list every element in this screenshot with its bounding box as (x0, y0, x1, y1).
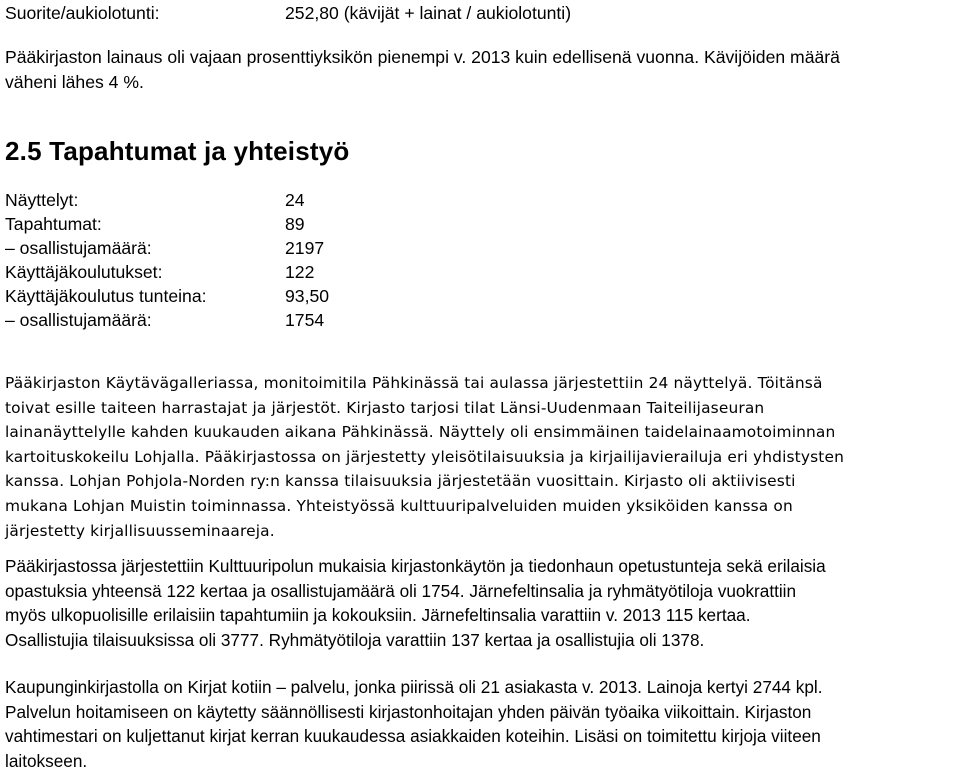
stat-row (5, 308, 505, 332)
paragraph-line: myös ulkopuolisille erilaisiin tapahtumiin ja kokouksiin. Järnefeltinsalia varattiin v. 2013 115 kertaa. (5, 605, 751, 626)
stat-value: 2197 (285, 238, 325, 258)
paragraph-line: kartoituskokeilu Lohjalla. Pääkirjastossa on järjestetty yleisötilaisuuksia ja kirjailijavierailuja eri yhdistysten (5, 447, 844, 466)
stat-row (5, 236, 505, 260)
note-line-2: väheni lähes 4 %. (5, 72, 144, 92)
paragraph-line: lainanäyttelylle kahden kuukauden aikana Pähkinässä. Näyttely oli ensimmäinen taidelainaamotoiminnan (5, 423, 836, 442)
paragraph-home-service (5, 675, 957, 773)
paragraph-line: järjestetty kirjallisuusseminaareja. (5, 521, 275, 540)
paragraph-line: Kaupunginkirjastolla on Kirjat kotiin – palvelu, jonka piirissä oli 21 asiakasta v. 2013. Lainoja kertyi 2744 kpl. (5, 677, 823, 697)
stat-value: 1754 (285, 310, 325, 330)
stat-label: – osallistujamäärä: (5, 310, 152, 330)
paragraph-line: toivat esille taiteen harrastajat ja järjestöt. Kirjasto tarjosi tilat Länsi-Uudenmaan Taiteilijaseuran (5, 398, 765, 417)
stat-value: 93,50 (285, 286, 330, 306)
stat-label: Näyttelyt: (5, 190, 79, 210)
stat-value: 89 (285, 214, 305, 234)
paragraph-line: Palvelun hoitamiseen on käytetty säännöllisesti kirjastonhoitajan yhden päivän työaika viikoittain. Kirjaston (5, 701, 812, 722)
stat-row (5, 212, 505, 236)
section-heading: 2.5 Tapahtumat ja yhteistyö (5, 136, 350, 166)
paragraph-line: mukana Lohjan Muistin toiminnassa. Yhteistyössä kulttuuripalveluiden muiden yksiköiden kanssa on (5, 496, 793, 515)
visitors-label: Suorite/aukiolotunti: (5, 3, 160, 23)
note-line-1: Pääkirjaston lainaus oli vajaan prosenttiyksikön pienempi v. 2013 kuin edellisenä vuonna. Kävijöiden määrä (5, 47, 840, 67)
stat-label: Tapahtumat: (5, 214, 102, 234)
paragraph-line: Pääkirjaston Käytävägalleriassa, monitoimitila Pähkinässä tai aulassa järjestettiin 24 näyttelyä. Töitänsä (5, 374, 823, 392)
paragraph-line: Osallistujia tilaisuuksissa oli 3777. Ryhmätyötiloja varattiin 137 kertaa ja osallistujia oli 1378. (5, 629, 705, 650)
stat-value: 122 (285, 262, 315, 282)
stat-row (5, 260, 505, 284)
paragraph-line: laitokseen. (5, 750, 88, 771)
paragraph-guidance (5, 554, 957, 652)
paragraph-line: Pääkirjastossa järjestettiin Kulttuuripolun mukaisia kirjastonkäytön ja tiedonhaun opetustunteja sekä erilaisia (5, 556, 826, 576)
paragraph-line: vahtimestari on kuljettanut kirjat kerran kuukaudessa asiakkaiden koteihin. Lisäsi on toimitettu kirjoja viiteen (5, 726, 821, 747)
stat-value: 24 (285, 190, 305, 210)
stat-label: – osallistujamäärä: (5, 238, 152, 258)
stat-label: Käyttäjäkoulutukset: (5, 262, 163, 282)
paragraph-line: opastuksia yhteensä 122 kertaa ja osallistujamäärä oli 1754. Järnefeltinsalia ja ryhmätyötiloja vuokrattiin (5, 580, 797, 601)
paragraph-line: kanssa. Lohjan Pohjola-Norden ry:n kanssa tilaisuuksia järjestetään vuosittain. Kirjasto oli aktiivisesti (5, 472, 796, 491)
visitors-value: 252,80 (kävijät + lainat / aukiolotunti) (285, 3, 572, 23)
paragraph-exhibitions (5, 371, 957, 543)
stat-label: Käyttäjäkoulutus tunteina: (5, 286, 207, 306)
stat-row (5, 284, 505, 308)
stat-row (5, 188, 505, 212)
